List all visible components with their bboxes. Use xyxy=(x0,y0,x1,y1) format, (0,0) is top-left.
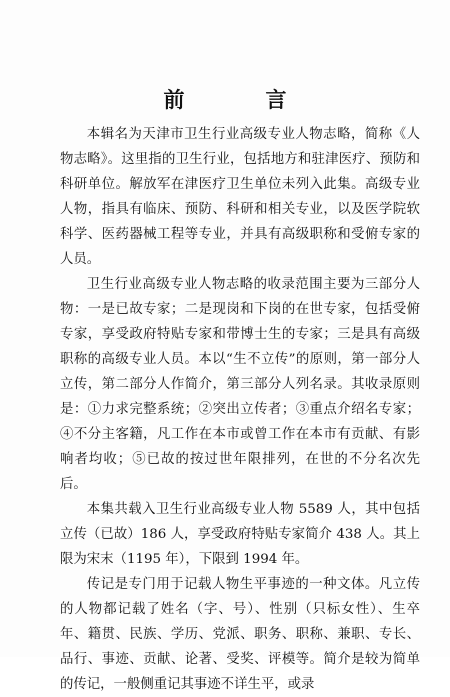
body-text xyxy=(60,122,420,697)
paragraph-1: 本辑名为天津市卫生行业高级专业人物志略，简称《人物志略》。这里指的卫生行业，包括地方和驻津医疗、预防和科研单位。解放军在津医疗卫生单位未列入此集。高级专业人物，指具有临床、预防、科研和相关专业，以及医学院软科学、医药器械工程等专业，并具有高级职称和受俯专家的人员。 xyxy=(60,127,420,267)
paragraph-2: 卫生行业高级专业人物志略的收录范围主要为三部分人物：一是已故专家；二是现岗和下岗的在世专家，包括受俯专家，享受政府特贴专家和带博士生的专家；三是具有高级职称的高级专业人员。本以“生不立传”的原则，第一部分人立传，第二部分人作简介，第三部分人列名录。其收录原则是：①力求完整系统；②突出立传者；③重点介绍名专家；④不分主客籍，凡工作在本市或曾工作在本市有贡献、有影响者均收；⑤已故的按过世年限排列，在世的不分名次先后。 xyxy=(60,277,420,492)
page-title: 前 言 xyxy=(163,88,317,112)
paragraph-4: 传记是专门用于记载人物生平事迹的一种文体。凡立传的人物都记载了姓名（字、号）、性别（只标女性）、生卒年、籍贯、民族、学历、党派、职务、职称、兼职、专长、品行、事迹、贡献、论著、受奖、评模等。简介是较为简单的传记，一般侧重记其事迹不详生平，或录 xyxy=(60,577,420,692)
paragraph-3: 本集共载入卫生行业高级专业人物 5589 人，其中包括立传（已故）186 人，享受政府特贴专家简介 438 人。其上限为宋末（1195 年），下限到 1994 年。 xyxy=(60,502,420,567)
